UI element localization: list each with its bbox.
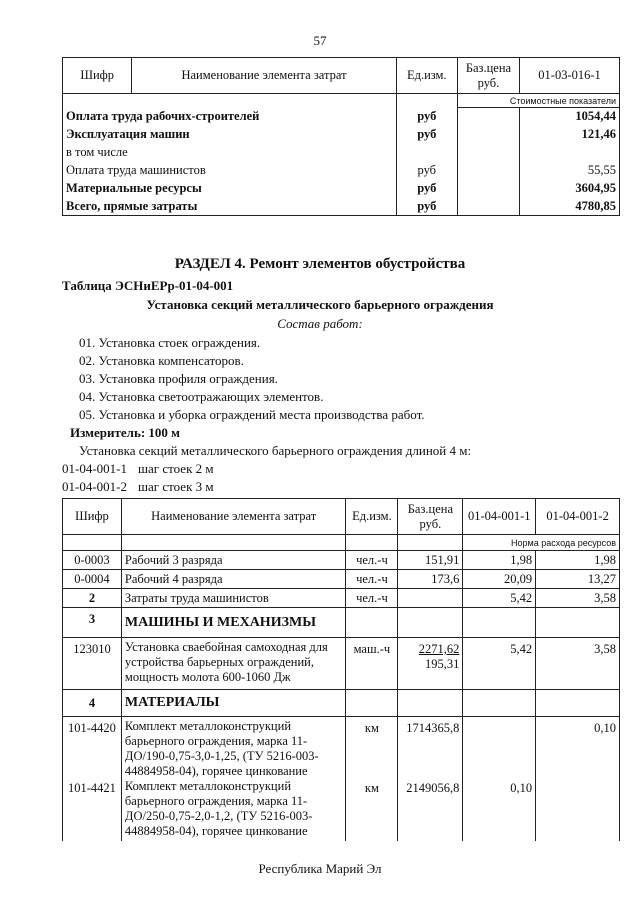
work-item: 05. Установка и уборка ограждений места производства работ. <box>79 407 425 422</box>
header-price: Баз.цена руб. <box>398 499 463 535</box>
header-unit: Ед.изм. <box>346 499 398 535</box>
table-row: 101-4420 Комплект металлоконструкций барьерного ограждения, марка 11-ДО/190-0,75-3,0-1,25, (ТУ 5216-003-44884958-04), горячее цинкование км 1714365,8 0,10 <box>63 717 620 780</box>
header-code-col: 01-03-016-1 <box>520 58 620 94</box>
work-title: Установка секций металлического барьерного ограждения <box>146 297 494 312</box>
description: Установка секций металлического барьерного ограждения длиной 4 м: <box>79 443 472 458</box>
table1-note: Стоимостные показатели <box>457 94 619 108</box>
table-label: Таблица ЭСНиЕРр-01-04-001 <box>62 278 234 293</box>
header-price: Баз.цена руб. <box>457 58 519 94</box>
header-code: Шифр <box>63 58 132 94</box>
table-row: 0-0004 Рабочий 4 разряда чел.-ч 173,6 20,09 13,27 <box>63 570 620 589</box>
section-title: РАЗДЕЛ 4. Ремонт элементов обустройства <box>174 256 466 272</box>
header-unit: Ед.изм. <box>396 58 457 94</box>
variant-code: 01-04-001-2 <box>62 479 127 494</box>
header-code: Шифр <box>63 499 122 535</box>
table-row: Всего, прямые затраты руб 4780,85 <box>63 198 620 216</box>
header-name: Наименование элемента затрат <box>132 58 396 94</box>
footer: Республика Марий Эл <box>258 861 382 876</box>
header-variant-1: 01-04-001-1 <box>463 499 536 535</box>
variant-code: 01-04-001-1 <box>62 461 127 476</box>
table-row: 123010 Установка сваебойная самоходная для устройства барьерных ограждений, мощность молота 600-1060 Дж маш.-ч 2271,62 195,31 5,42 3,58 <box>63 638 620 690</box>
table-row: в том числе <box>63 144 620 162</box>
page-number: 57 <box>313 33 327 48</box>
work-item: 04. Установка светоотражающих элементов. <box>79 389 324 404</box>
cost-table <box>62 57 620 216</box>
work-item: 01. Установка стоек ограждения. <box>79 335 261 350</box>
work-item: 03. Установка профиля ограждения. <box>79 371 278 386</box>
work-item: 02. Установка компенсаторов. <box>79 353 244 368</box>
table-row: Материальные ресурсы руб 3604,95 <box>63 180 620 198</box>
variant-text: шаг стоек 2 м <box>138 461 214 476</box>
table-row: 0-0003 Рабочий 3 разряда чел.-ч 151,91 1,98 1,98 <box>63 551 620 570</box>
header-name: Наименование элемента затрат <box>121 499 346 535</box>
header-variant-2: 01-04-001-2 <box>536 499 620 535</box>
table-row: 101-4421 Комплект металлоконструкций барьерного ограждения, марка 11-ДО/250-0,75-2,0-1,2, (ТУ 5216-003-44884958-04), горячее цинкование км 2149056,8 0,10 <box>63 779 620 841</box>
table-row: 3 МАШИНЫ И МЕХАНИЗМЫ <box>63 608 620 638</box>
meter: Измеритель: 100 м <box>70 425 181 440</box>
table-row: Оплата труда рабочих-строителей руб 1054,44 <box>63 108 620 126</box>
table-row: Эксплуатация машин руб 121,46 <box>63 126 620 144</box>
table2-note: Норма расхода ресурсов <box>463 535 620 551</box>
table-row: 4 МАТЕРИАЛЫ <box>63 690 620 717</box>
composition-label: Состав работ: <box>277 316 363 331</box>
table-row: 2 Затраты труда машинистов чел.-ч 5,42 3,58 <box>63 589 620 608</box>
resource-table <box>62 498 620 841</box>
table-row: Оплата труда машинистов руб 55,55 <box>63 162 620 180</box>
variant-text: шаг стоек 3 м <box>138 479 214 494</box>
